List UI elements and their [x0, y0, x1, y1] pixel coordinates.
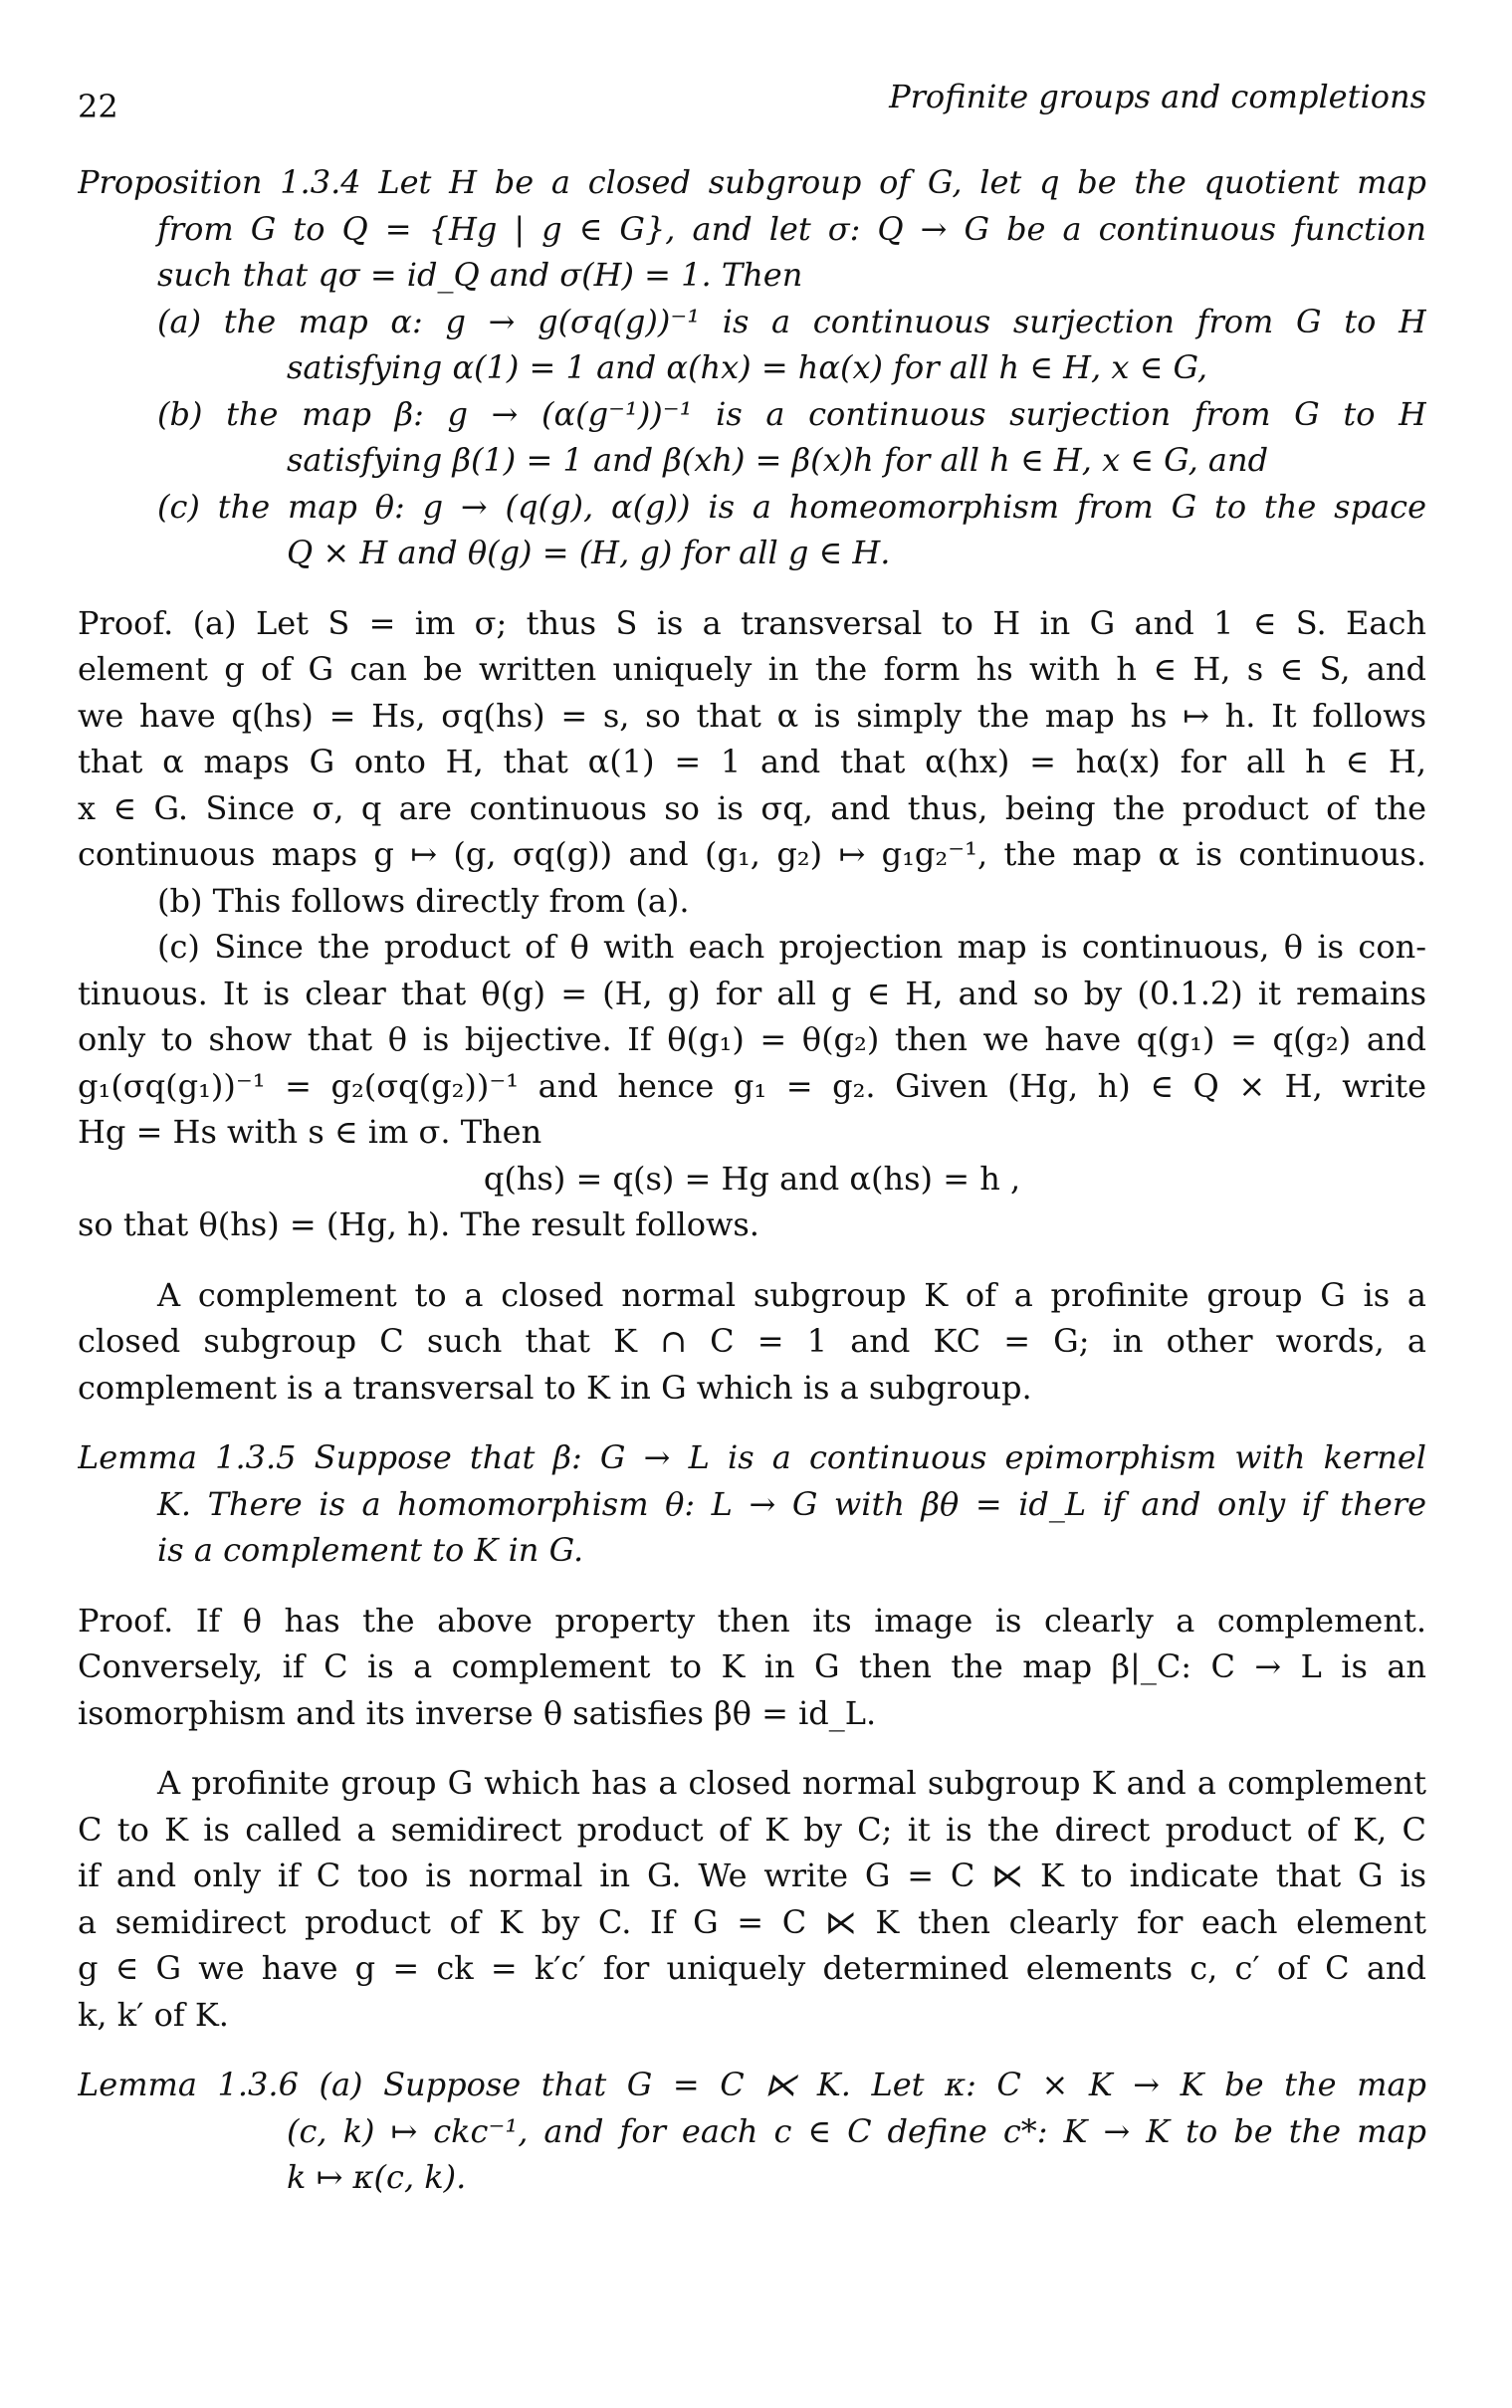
proof-line: g₁(σq(g₁))⁻¹ = g₂(σq(g₂))⁻¹ and hence g₁ = g₂. Given (Hg, h) ∈ Q × H, write [78, 1066, 1426, 1105]
proposition-item-b: (b) the map β: g → (α(g⁻¹))⁻¹ is a continuous surjection from G to H [157, 394, 1426, 433]
paragraph-line: A profinite group G which has a closed normal subgroup K and a complement [157, 1764, 1426, 1802]
lemma-1-3-6-line: Lemma 1.3.6 (a) Suppose that G = C ⋉ K. Let κ: C × K → K be the map [78, 2066, 1426, 2103]
lemma-1-3-5-line: K. There is a homomorphism θ: L → G with βθ = id_L if and only if there [157, 1484, 1426, 1523]
proof-line: Conversely, if C is a complement to K in G then the map β|_C: C → L is an [78, 1647, 1426, 1685]
paragraph-line: a semidirect product of K by C. If G = C ⋉ K then clearly for each element [78, 1902, 1426, 1941]
paragraph-line: k, k′ of K. [78, 1995, 229, 2034]
proof-line: tinuous. It is clear that θ(g) = (H, g) for all g ∈ H, and so by (0.1.2) it remains [78, 974, 1426, 1012]
proposition-item-a-cont: satisfying α(1) = 1 and α(hx) = hα(x) for all h ∈ H, x ∈ G, [287, 348, 1208, 386]
proposition-1-3-4-line: Proposition 1.3.4 Let H be a closed subgroup of G, let q be the quotient map [78, 163, 1426, 201]
page-number: 22 [78, 88, 118, 125]
running-head: Profinite groups and completions [889, 78, 1426, 115]
lemma-1-3-6-line: k ↦ κ(c, k). [287, 2158, 467, 2196]
proof-line: isomorphism and its inverse θ satisfies βθ = id_L. [78, 1693, 877, 1732]
spacer [78, 1736, 1426, 1760]
paragraph-line: g ∈ G we have g = ck = k′c′ for uniquely determined elements c, c′ of C and [78, 1949, 1426, 1987]
definition-line: complement is a transversal to K in G which is a subgroup. [78, 1368, 1032, 1407]
proof-line: only to show that θ is bijective. If θ(g₁) = θ(g₂) then we have q(g₁) = q(g₂) and [78, 1020, 1426, 1058]
lemma-1-3-5-line: Lemma 1.3.5 Suppose that β: G → L is a continuous epimorphism with kernel [78, 1438, 1426, 1476]
display-equation: q(hs) = q(s) = Hg and α(hs) = h , [483, 1159, 1021, 1198]
proposition-1-3-4-line: from G to Q = {Hg | g ∈ G}, and let σ: Q → G be a continuous function [157, 209, 1426, 248]
lemma-1-3-6-line: (c, k) ↦ ckc⁻¹, and for each c ∈ C define c*: K → K to be the map [287, 2111, 1426, 2150]
proof-line: so that θ(hs) = (Hg, h). The result follows. [78, 1205, 759, 1243]
spacer [78, 576, 1426, 600]
page-body [78, 159, 1426, 2201]
proof-line: (c) Since the product of θ with each projection map is continuous, θ is con- [157, 928, 1426, 966]
proof-line: Proof. If θ has the above property then its image is clearly a complement. [78, 1601, 1426, 1640]
page-header [78, 78, 1426, 125]
proposition-1-3-4-line: such that qσ = id_Q and σ(H) = 1. Then [157, 256, 803, 294]
proof-line: x ∈ G. Since σ, q are continuous so is σq, and thus, being the product of the [78, 788, 1426, 827]
proposition-item-c: (c) the map θ: g → (q(g), α(g)) is a homeomorphism from G to the space [157, 487, 1426, 526]
spacer [78, 2038, 1426, 2062]
proof-line: element g of G can be written uniquely in the form hs with h ∈ H, s ∈ S, and [78, 650, 1426, 688]
paragraph-line: if and only if C too is normal in G. We write G = C ⋉ K to indicate that G is [78, 1857, 1426, 1894]
proposition-item-b-cont: satisfying β(1) = 1 and β(xh) = β(x)h for all h ∈ H, x ∈ G, and [287, 441, 1269, 479]
spacer [78, 1574, 1426, 1598]
proof-line: Hg = Hs with s ∈ im σ. Then [78, 1113, 542, 1151]
definition-line: A complement to a closed normal subgroup K of a profinite group G is a [157, 1275, 1426, 1314]
spacer [78, 1248, 1426, 1272]
proposition-item-c-cont: Q × H and θ(g) = (H, g) for all g ∈ H. [287, 534, 891, 571]
definition-line: closed subgroup C such that K ∩ C = 1 and KC = G; in other words, a [78, 1322, 1426, 1360]
paragraph-line: C to K is called a semidirect product of K by C; it is the direct product of K, C [78, 1810, 1426, 1849]
proof-line: that α maps G onto H, that α(1) = 1 and that α(hx) = hα(x) for all h ∈ H, [78, 743, 1426, 780]
proof-line: we have q(hs) = Hs, σq(hs) = s, so that α is simply the map hs ↦ h. It follows [78, 696, 1426, 735]
proof-line: continuous maps g ↦ (g, σq(g)) and (g₁, g₂) ↦ g₁g₂⁻¹, the map α is continuous. [78, 835, 1426, 873]
spacer [78, 1411, 1426, 1434]
proof-line: (b) This follows directly from (a). [157, 881, 690, 920]
proof-line: Proof. (a) Let S = im σ; thus S is a transversal to H in G and 1 ∈ S. Each [78, 603, 1426, 642]
lemma-1-3-5-line: is a complement to K in G. [157, 1531, 584, 1569]
proposition-item-a: (a) the map α: g → g(σq(g))⁻¹ is a continuous surjection from G to H [157, 302, 1426, 340]
